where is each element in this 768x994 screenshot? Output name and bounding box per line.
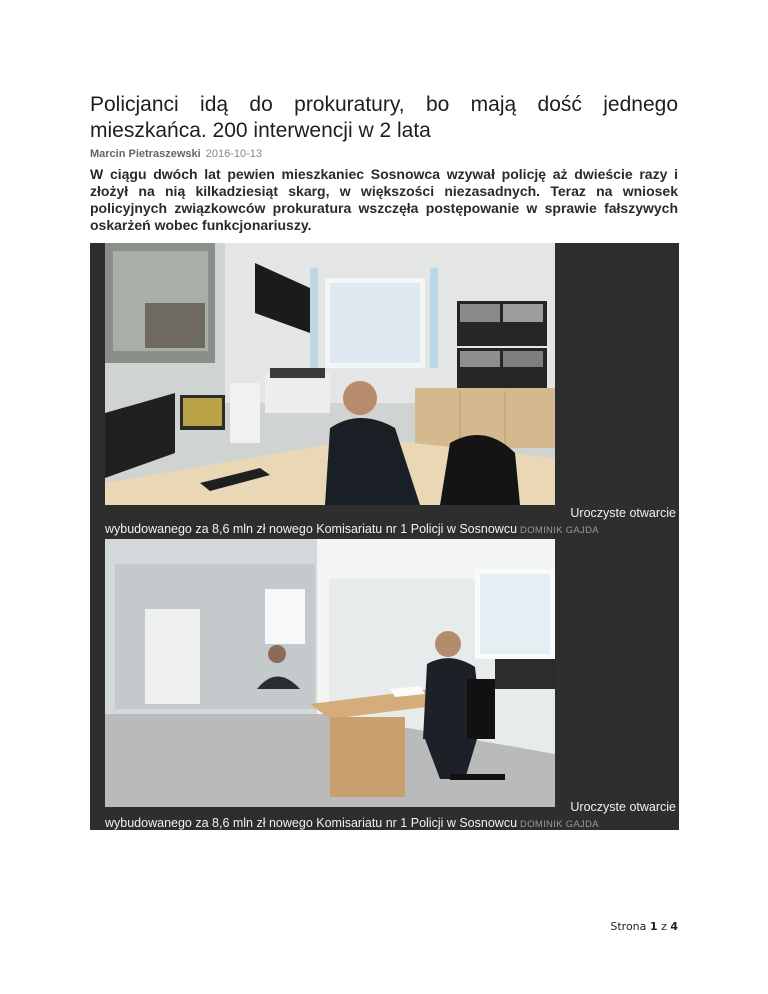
photo-gallery bbox=[90, 243, 679, 830]
page-label: Strona bbox=[610, 920, 647, 933]
author-name[interactable]: Marcin Pietraszewski bbox=[90, 148, 201, 160]
article-lead: W ciągu dwóch lat pewien mieszkaniec Sosnowca wzywał policję aż dwieście razy i złożył na nią kilkadziesiąt skarg, w większości niezasadnych. Teraz na wniosek policyjnych związkowców prokuratura wszczęła postępowanie w sprawie fałszywych oskarżeń wobec funkcjonariuszy. bbox=[90, 166, 678, 233]
article-byline bbox=[90, 148, 262, 160]
photo-caption-2b bbox=[105, 815, 599, 833]
photo-image bbox=[105, 243, 555, 505]
photo-caption-1b bbox=[105, 521, 599, 539]
page-footer bbox=[610, 920, 678, 933]
gallery-photo-interview-room[interactable] bbox=[105, 539, 555, 807]
photo-credit: DOMINIK GAJDA bbox=[520, 525, 599, 536]
photo-caption-text: wybudowanego za 8,6 mln zł nowego Komisariatu nr 1 Policji w Sosnowcu bbox=[105, 816, 518, 830]
total-pages-number: 4 bbox=[670, 920, 678, 933]
photo-caption-text: wybudowanego za 8,6 mln zł nowego Komisariatu nr 1 Policji w Sosnowcu bbox=[105, 522, 518, 536]
publish-date: 2016-10-13 bbox=[205, 148, 263, 160]
current-page-number: 1 bbox=[649, 920, 658, 933]
page-separator: z bbox=[661, 920, 667, 933]
gallery-photo-control-room[interactable] bbox=[105, 243, 555, 505]
article-title: Policjanci idą do prokuratury, bo mają dość jednego mieszkańca. 200 interwencji w 2 lata bbox=[90, 93, 678, 142]
photo-caption-1a: Uroczyste otwarcie bbox=[570, 506, 676, 520]
photo-image bbox=[105, 539, 555, 807]
photo-caption-2a: Uroczyste otwarcie bbox=[570, 800, 676, 814]
photo-credit: DOMINIK GAJDA bbox=[520, 819, 599, 830]
